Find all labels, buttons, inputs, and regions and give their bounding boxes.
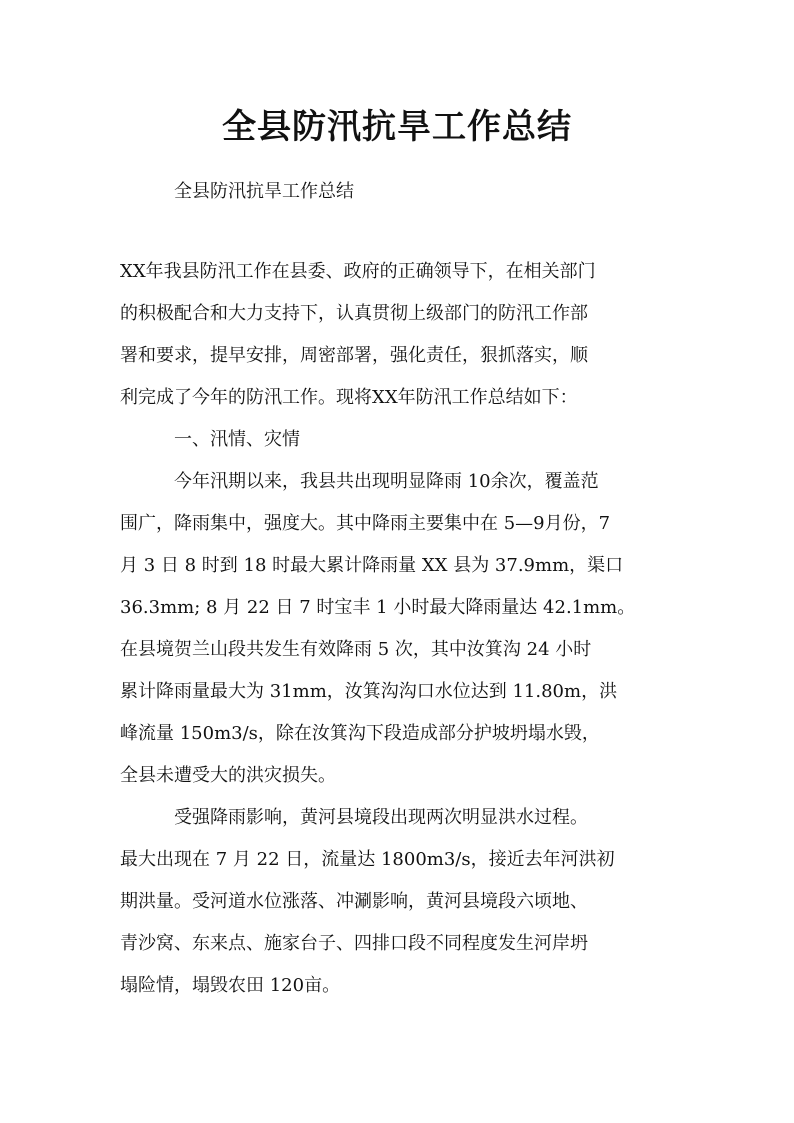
paragraph-line: 今年汛期以来，我县共出现明显降雨 10余次，覆盖范	[174, 471, 599, 492]
paragraph-line: 受强降雨影响，黄河县境段出现两次明显洪水过程。	[174, 807, 588, 828]
paragraph-line: 累计降雨量最大为 31mm，汝箕沟沟口水位达到 11.80m，洪	[120, 681, 618, 702]
paragraph-line: 最大出现在 7 月 22 日，流量达 1800m3/s，接近去年河洪初	[120, 849, 615, 870]
page-title: 全县防汛抗旱工作总结	[222, 107, 572, 147]
section-heading: 一、汛情、灾情	[174, 429, 300, 450]
paragraph-line: 全县未遭受大的洪灾损失。	[120, 765, 336, 786]
paragraph-line: 塌险情，塌毁农田 120亩。	[120, 975, 341, 996]
paragraph-line: 月 3 日 8 时到 18 时最大累计降雨量 XX 县为 37.9mm，渠口	[120, 555, 624, 576]
paragraph-line: 围广，降雨集中，强度大。其中降雨主要集中在 5—9月份，7	[120, 513, 611, 534]
paragraph-line: 峰流量 150m3/s，除在汝箕沟下段造成部分护坡坍塌水毁，	[120, 723, 600, 744]
paragraph-line: 在县境贺兰山段共发生有效降雨 5 次，其中汝箕沟 24 小时	[120, 639, 592, 660]
paragraph-line: 利完成了今年的防汛工作。现将XX年防汛工作总结如下：	[120, 387, 578, 408]
paragraph-line: 署和要求，提早安排，周密部署，强化责任，狠抓落实，顺	[120, 345, 588, 366]
paragraph-line: 期洪量。受河道水位涨落、冲涮影响，黄河县境段六顷地、	[120, 891, 588, 912]
paragraph-line: XX年我县防汛工作在县委、政府的正确领导下，在相关部门	[120, 261, 596, 282]
paragraph-line: 36.3mm; 8 月 22 日 7 时宝丰 1 小时最大降雨量达 42.1mm。	[120, 597, 636, 618]
paragraph-line: 青沙窝、东来点、施家台子、四排口段不同程度发生河岸坍	[120, 933, 588, 954]
paragraph-line: 的积极配合和大力支持下，认真贯彻上级部门的防汛工作部	[120, 303, 588, 324]
document-subtitle: 全县防汛抗旱工作总结	[174, 181, 354, 202]
